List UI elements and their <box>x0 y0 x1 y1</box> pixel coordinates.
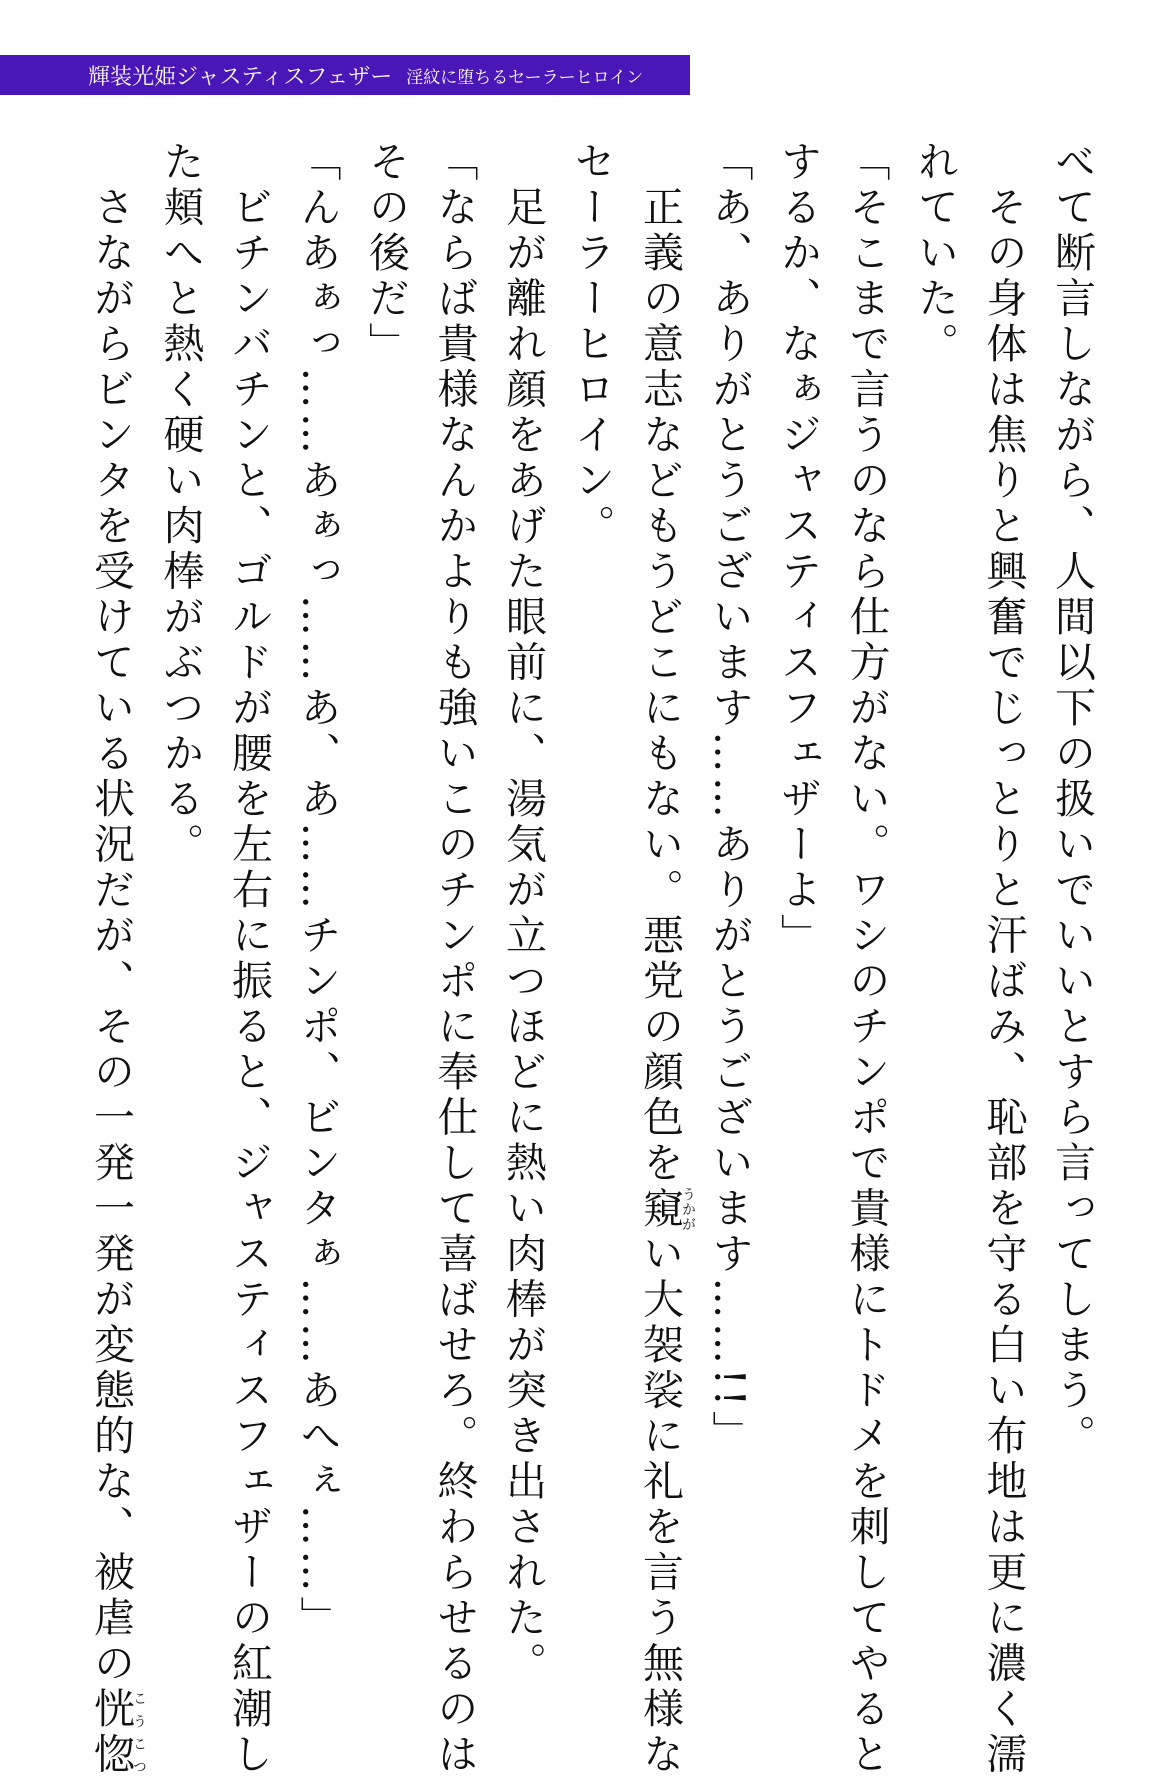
book-subtitle: 淫紋に堕ちるセーラーヒロイン <box>406 67 644 88</box>
text-line-9: 足が離れ顔をあげた眼前に、湯気が立つほどに熱い肉棒が突き出された。 <box>499 140 547 1687</box>
ruby-kukai-base: 窺 <box>636 1186 684 1232</box>
text-line-14: た頬へと熱く硬い肉棒がぶつかる。 <box>156 140 205 868</box>
text-line-15 <box>77 140 147 1778</box>
text-line-11: その後だ」 <box>362 140 410 368</box>
text-line-7a: 正義の意志などもうどこにもない。悪党の顔色を <box>636 140 684 1187</box>
text-line-4: 「そこまで言うのなら仕方がない。ワシのチンポで貴様にトドメを刺してやると <box>842 140 891 1778</box>
text-line-8: セーラーヒロイン。 <box>567 140 616 550</box>
text-line-3: れていた。 <box>911 140 959 368</box>
text-line-15a: さながらビンタを受けている状況だが、その一発一発が変態的な、被虐の <box>87 140 135 1687</box>
text-line-7b: い大袈裟に礼を言う無様な <box>636 1232 684 1778</box>
text-line-7 <box>626 140 696 1778</box>
text-line-1: べて断言しながら、人間以下の扱いでいいとすら言ってしまう。 <box>1048 140 1096 1460</box>
book-title: 輝装光姫ジャスティスフェザー <box>88 64 393 90</box>
vertical-body-text <box>86 140 1106 1778</box>
running-header <box>0 55 690 95</box>
text-line-13: ビチンバチンと、ゴルドが腰を左右に振ると、ジャスティスフェザーの紅潮し <box>225 140 273 1778</box>
text-line-2: その身体は焦りと興奮でじっとりと汗ばみ、恥部を守る白い布地は更に濃く濡 <box>979 140 1028 1778</box>
text-line-12: 「んあぁっ……あぁっ……あ、あ……チンポ、ビンタぁ……あへぇ……」 <box>293 140 342 1642</box>
ruby-kukai <box>636 1186 696 1233</box>
text-line-10: 「ならば貴様なんかよりも強いこのチンポに奉仕して喜ばせろ。終わらせるのは <box>430 140 479 1778</box>
text-line-5: するか、なぁジャスティスフェザーよ」 <box>774 140 822 959</box>
ruby-koukotsu <box>87 1687 147 1778</box>
ruby-kukai-reading: うかが <box>680 1186 696 1232</box>
text-line-6: 「あ、ありがとうございます……ありがとうございます……!!」 <box>705 140 754 1456</box>
ruby-koukotsu-reading: こうこつ <box>131 1687 147 1778</box>
ruby-koukotsu-base: 恍惚 <box>87 1687 135 1778</box>
